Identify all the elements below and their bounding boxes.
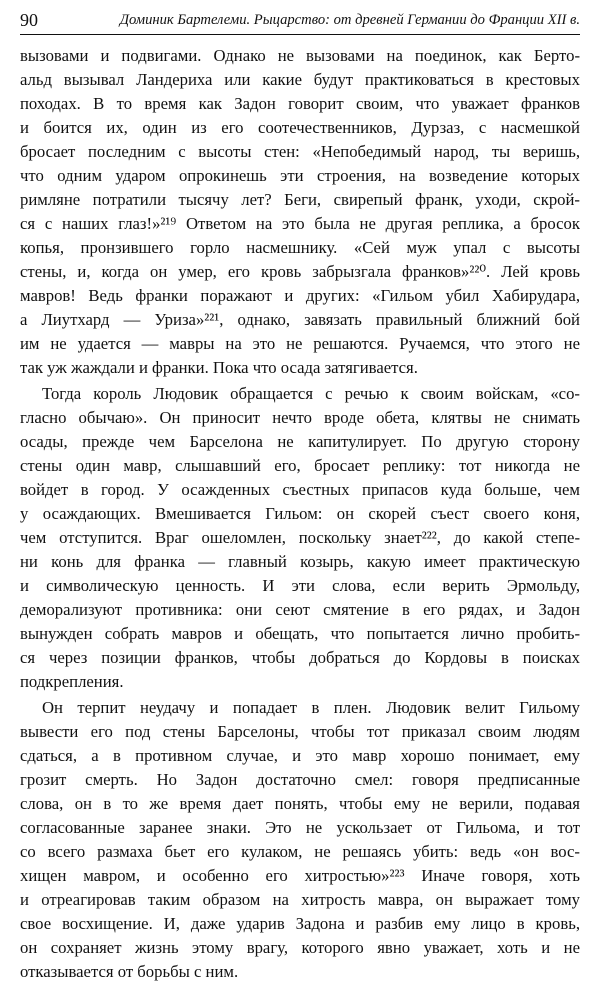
text-line: войдет в город. У осажденных съестных припасов куда больше, чем [20,480,580,499]
page-number: 90 [20,10,38,30]
text-line: что одним ударом опрокинешь эти строения, на возведение которых [20,166,580,185]
paragraph [20,696,580,984]
text-line: свое восхищение. И, даже ударив Задона и разбив ему лицо в кровь, [20,914,580,933]
text-line: грозит смерть. Но Задон достаточно смел: говоря предписанные [20,770,580,789]
text-line: так уж жаждали и франки. Пока что осада затягивается. [20,358,418,377]
text-line: копья, пронзившего горло насмешнику. «Сей муж упал с высоты [20,238,580,257]
text-line: римляне потратили тысячу лет? Беги, свирепый франк, уходи, скрой- [20,190,580,209]
text-line: отказывается от борьбы с ним. [20,962,239,981]
text-line: Тогда король Людовик обращается с речью к своим войскам, «со- [42,384,580,403]
text-line: слова, он в то же время дает понять, чтобы ему не верили, подавая [20,794,580,813]
text-line: чем отступится. Враг ошеломлен, поскольку знает²²², до какой степе- [20,528,580,547]
running-head [20,8,580,34]
text-line: вынужден собрать мавров и обещать, что попытается лично пробить- [20,624,580,643]
text-line: Он терпит неудачу и попадает в плен. Людовик велит Гильому [42,698,580,717]
running-head-title: Доминик Бартелеми. Рыцарство: от древней Германии до Франции XII в. [119,12,580,28]
text-line: и символическую ценность. И эти слова, если верить Эрмольду, [20,576,580,595]
text-line: походах. В то время как Задон говорит своим, что уважает франков [20,94,580,113]
text-line: вызовами и подвигами. Однако не вызовами на поединок, как Берто- [20,46,580,65]
text-line: деморализуют противника: они сеют смятение в его рядах, и Задон [20,600,580,619]
header-rule [20,34,580,35]
text-line: бросает последним с высоты стен: «Непобедимый народ, ты веришь, [20,142,580,161]
paragraph [20,382,580,694]
text-line: ся через позиции франков, чтобы добраться до Кордовы в поисках [20,648,580,667]
text-line: он сохраняет жизнь этому врагу, которого явно уважает, хоть и не [20,938,580,957]
text-line: вывести его под стены Барселоны, чтобы тот приказал своим людям [20,722,580,741]
text-line: со всего размаха бьет его кулаком, не решаясь убить: ведь «он вос- [20,842,580,861]
text-line: ся с наших глаз!»²¹⁹ Ответом на это была не другая реплика, а бросок [20,214,580,233]
text-line: сдаться, а в противном случае, и это мавр хорошо понимает, ему [20,746,580,765]
text-line: осады, прежде чем Барселона не капитулирует. По другую сторону [20,432,580,451]
text-line: мавров! Ведь франки поражают и других: «Гильом убил Хабирударa, [20,286,580,305]
text-line: альд вызывал Ландериха или какие будут практиковаться в крестовых [20,70,580,89]
text-line: подкрепления. [20,672,124,691]
paragraph [20,44,580,380]
text-line: стены один мавр, слышавший его, бросает реплику: тот никогда не [20,456,580,475]
text-line: и отреагировав таким образом на хитрость мавра, он выражает тому [20,890,580,909]
text-line: ни конь для франка — главный козырь, какую имеет практическую [20,552,580,571]
text-line: и боится их, один из его соотечественников, Дурзаз, с насмешкой [20,118,580,137]
text-line: им не удается — мавры на это не решаются. Ручаемся, что этого не [20,334,580,353]
text-line: согласованные заранее знаки. Это не ускользает от Гильома, и тот [20,818,580,837]
body-text [20,44,580,984]
text-line: а Лиутхард — Уриза»²²¹, однако, завязать правильный ближний бой [20,310,580,329]
text-line: стены, и, когда он умер, его кровь забрызгала франков»²²⁰. Лей кровь [20,262,580,281]
text-line: у осаждающих. Вмешивается Гильом: он скорей съест своего коня, [20,504,580,523]
text-line: хищен мавром, и особенно его хитростью»²²³ Иначе говоря, хоть [20,866,580,885]
text-line: гласно обычаю». Он приносит нечто вроде обета, клятвы не снимать [20,408,580,427]
